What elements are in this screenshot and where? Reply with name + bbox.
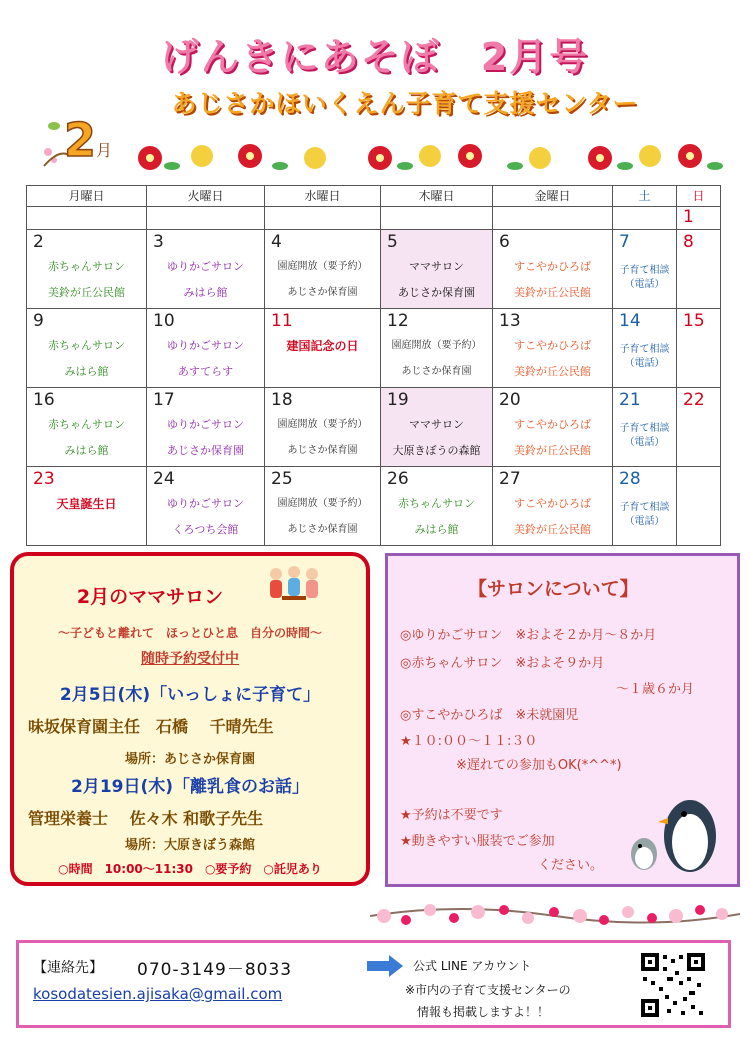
day-cell [677, 309, 721, 388]
event-place: （電話） [624, 516, 665, 527]
day-cell [613, 230, 677, 309]
event-label: 子育て相談 [619, 344, 670, 355]
event-label: すこやかひろば [514, 339, 591, 352]
mothers-chatting-illustration [264, 564, 324, 612]
event-label: 子育て相談 [619, 423, 670, 434]
day-number: 18 [271, 390, 293, 410]
day-number: 20 [499, 390, 521, 410]
event-label: すこやかひろば [514, 418, 591, 431]
salon-info-box [385, 553, 740, 887]
day-number: 24 [153, 469, 175, 489]
event-place: 大原きぼうの森館 [392, 444, 481, 457]
day-number: 7 [619, 232, 630, 252]
event-place: あじさか保育園 [398, 286, 475, 299]
salon-info-line: ※遅れての参加もOK(*^^*) [456, 758, 622, 773]
month-badge [40, 108, 120, 172]
header-fri: 金曜日 [493, 186, 613, 207]
event-label: ママサロン [409, 418, 464, 431]
event-label: ママサロン [409, 260, 464, 273]
contact-box [16, 940, 731, 1028]
session2-place: 場所：大原きぼう森館 [124, 838, 255, 853]
event-label: 子育て相談 [619, 265, 670, 276]
event-place: あすてらす [177, 365, 234, 378]
day-number: 4 [271, 232, 282, 252]
event-label: 赤ちゃんサロン [48, 260, 125, 273]
day-number: 14 [619, 311, 641, 331]
day-cell [147, 309, 265, 388]
day-cell [613, 388, 677, 467]
day-number: 10 [153, 311, 175, 331]
day-cell [677, 388, 721, 467]
event-place: あじさか保育園 [287, 524, 358, 535]
page-subtitle: あじさかほいくえん子育て支援センター [171, 89, 639, 118]
day-cell [613, 467, 677, 546]
event-place: （電話） [624, 279, 665, 290]
salon-info-title: 【サロンについて】 [468, 578, 639, 600]
event-label: 赤ちゃんサロン [48, 339, 125, 352]
day-cell [27, 309, 147, 388]
page-title: げんきにあそぼ 2月号 [160, 35, 590, 79]
salon-info-line: ★動きやすい服装でご参加 [400, 834, 555, 849]
day-number: 5 [387, 232, 398, 252]
header-tue: 火曜日 [147, 186, 265, 207]
day-number: 23 [33, 469, 55, 489]
mama-salon-tagline: ～子どもと離れて ほっとひと息 自分の時間～ [57, 626, 322, 640]
event-place: （電話） [624, 358, 665, 369]
day-number: 1 [683, 207, 694, 227]
day-cell [27, 230, 147, 309]
reservation-note: 随時予約受付中 [141, 651, 239, 667]
day-number: 22 [683, 390, 705, 410]
month-number: 2 [64, 113, 97, 167]
event-place: 美鈴が丘公民館 [514, 523, 591, 536]
day-cell [493, 388, 613, 467]
day-cell [27, 467, 147, 546]
event-label: 赤ちゃんサロン [48, 418, 125, 431]
mama-salon-title: 2月のママサロン [76, 586, 224, 608]
header-wed: 水曜日 [265, 186, 381, 207]
header-sun: 日 [677, 186, 721, 207]
event-place: あじさか保育園 [167, 444, 244, 457]
day-cell [677, 467, 721, 546]
event-place: （電話） [624, 437, 665, 448]
day-cell [147, 388, 265, 467]
day-cell [265, 467, 381, 546]
event-place: あじさか保育園 [401, 366, 472, 377]
header-mon: 月曜日 [27, 186, 147, 207]
event-label: すこやかひろば [514, 260, 591, 273]
session1-date: 2月5日(木)「いっしょに子育て」 [59, 685, 321, 705]
event-place: 美鈴が丘公民館 [514, 286, 591, 299]
session1-place: 場所：あじさか保育園 [124, 752, 255, 767]
holiday-label: 建国記念の日 [286, 339, 359, 353]
day-cell [493, 467, 613, 546]
event-label: ゆりかごサロン [167, 497, 244, 510]
session1-speaker: 味坂保育園主任 石橋 千晴先生 [28, 717, 274, 736]
session2-date: 2月19日(木)「離乳食のお話」 [70, 777, 310, 797]
day-cell [381, 388, 493, 467]
event-label: 園庭開放（要予約） [277, 261, 368, 272]
event-label: 園庭開放（要予約） [391, 340, 482, 351]
month-suffix: 月 [96, 141, 113, 160]
day-cell [613, 309, 677, 388]
event-label: ゆりかごサロン [167, 260, 244, 273]
day-number: 16 [33, 390, 55, 410]
arrow-right-icon [365, 953, 405, 979]
contact-email-link[interactable]: kosodatesien.ajisaka@gmail.com [33, 985, 283, 1003]
event-place: みはら館 [414, 523, 459, 536]
event-label: 園庭開放（要予約） [277, 498, 368, 509]
event-place: みはら館 [183, 286, 228, 299]
mama-salon-footer: ○時間 10:00～11:30 ○要予約 ○託児あり [58, 862, 322, 876]
line-account-note: ※市内の子育て支援センターの [405, 983, 571, 997]
holiday-label: 天皇誕生日 [56, 497, 117, 511]
penguin-illustration [618, 776, 728, 876]
day-cell [381, 309, 493, 388]
day-number: 19 [387, 390, 409, 410]
day-cell [493, 309, 613, 388]
contact-label: 【連絡先】 [33, 960, 103, 976]
day-number: 17 [153, 390, 175, 410]
day-number: 8 [683, 232, 694, 252]
salon-info-line: ★１０:００～１１:３０ [400, 734, 538, 749]
event-label: ゆりかごサロン [167, 418, 244, 431]
event-place: みはら館 [64, 444, 109, 457]
day-cell [147, 230, 265, 309]
day-cell [677, 230, 721, 309]
salon-info-line: ◎赤ちゃんサロン ※およそ９か月 [400, 656, 605, 671]
day-number: 27 [499, 469, 521, 489]
event-label: ゆりかごサロン [167, 339, 244, 352]
day-cell [381, 467, 493, 546]
day-number: 9 [33, 311, 44, 331]
contact-phone[interactable]: 070-3149－8033 [137, 960, 293, 980]
salon-info-line: ★予約は不要です [400, 808, 503, 823]
event-label: 子育て相談 [619, 502, 670, 513]
salon-info-line: ください。 [538, 858, 604, 873]
event-label: 赤ちゃんサロン [398, 497, 475, 510]
qr-code-icon[interactable] [639, 951, 707, 1019]
mama-salon-box [10, 552, 370, 886]
header-sat: 土 [613, 186, 677, 207]
day-number: 15 [683, 311, 705, 331]
day-cell [381, 230, 493, 309]
line-account-note: 情報も掲載しますよ！！ [417, 1005, 550, 1019]
event-label: すこやかひろば [514, 497, 591, 510]
day-number: 21 [619, 390, 641, 410]
day-cell [265, 230, 381, 309]
event-place: くろつち会館 [172, 523, 239, 536]
salon-info-line: ◎ゆりかごサロン ※およそ２か月～８か月 [400, 628, 657, 643]
day-cell [493, 230, 613, 309]
day-number: 12 [387, 311, 409, 331]
day-number: 3 [153, 232, 164, 252]
day-number: 13 [499, 311, 521, 331]
session2-speaker: 管理栄養士 佐々木 和歌子先生 [28, 809, 264, 828]
day-number: 11 [271, 311, 293, 331]
camellia-flower-row [130, 136, 730, 176]
salon-info-line: ～１歳６か月 [616, 682, 695, 697]
line-account-title: 公式 LINE アカウント [413, 959, 532, 973]
event-place: あじさか保育園 [287, 287, 358, 298]
day-cell [27, 388, 147, 467]
event-place: 美鈴が丘公民館 [514, 365, 591, 378]
day-cell [265, 309, 381, 388]
event-label: 園庭開放（要予約） [277, 419, 368, 430]
day-number: 6 [499, 232, 510, 252]
day-number: 28 [619, 469, 641, 489]
event-place: 美鈴が丘公民館 [48, 286, 125, 299]
event-place: みはら館 [64, 365, 109, 378]
day-cell [265, 388, 381, 467]
plum-blossom-decoration [370, 896, 740, 934]
event-place: 美鈴が丘公民館 [514, 444, 591, 457]
day-number: 2 [33, 232, 44, 252]
event-place: あじさか保育園 [287, 445, 358, 456]
salon-info-line: ◎すこやかひろば ※未就園児 [400, 708, 579, 723]
day-number: 25 [271, 469, 293, 489]
day-number: 26 [387, 469, 409, 489]
header-thu: 木曜日 [381, 186, 493, 207]
day-cell [147, 467, 265, 546]
calendar [26, 185, 720, 543]
